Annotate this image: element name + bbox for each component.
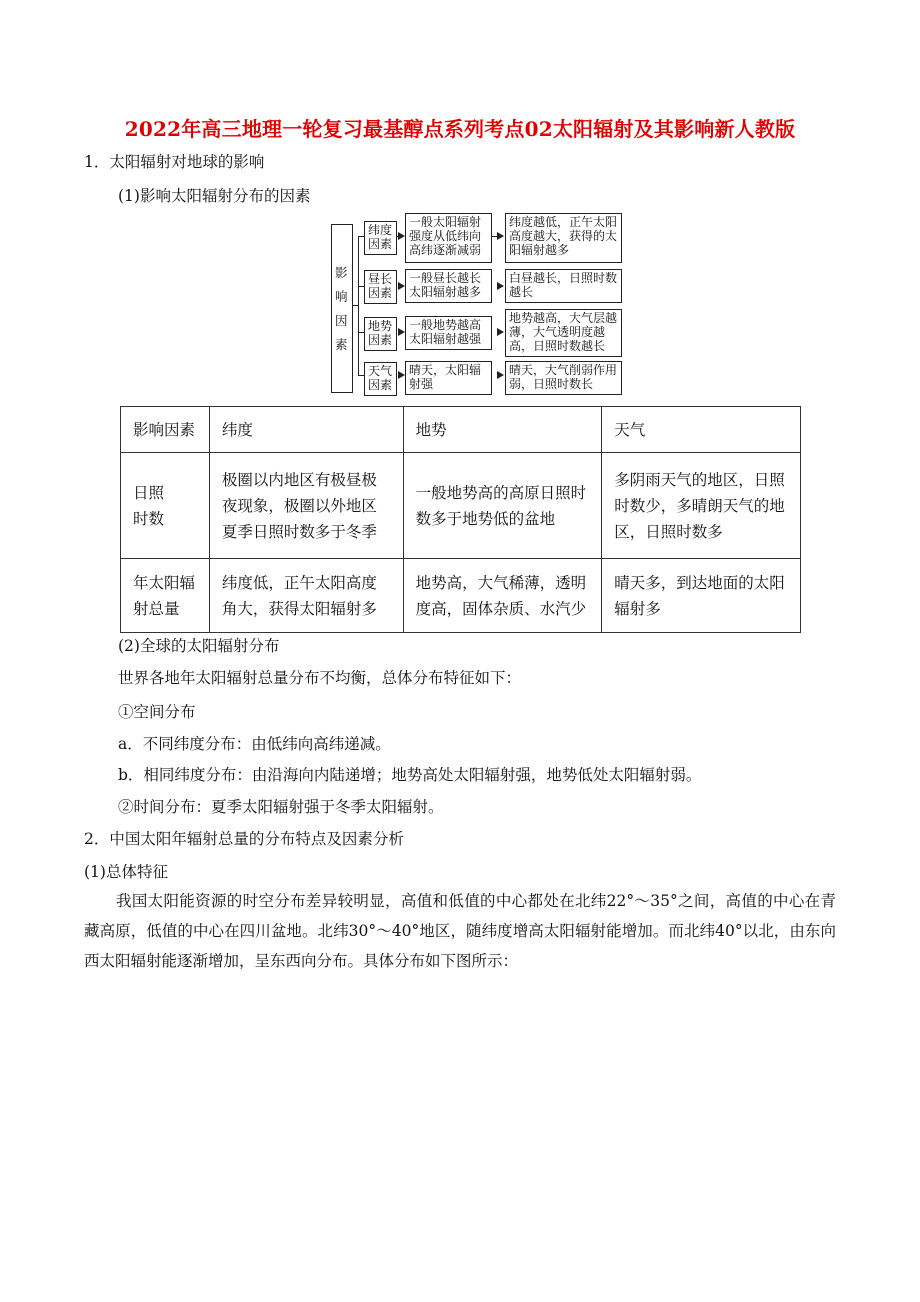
- table-cell: 极圈以内地区有极昼极夜现象，极圈以外地区夏季日照时数多于冬季: [209, 453, 403, 559]
- diagram-connector: [358, 236, 359, 375]
- diagram-cause-3: 一般地势越高太阳辐射越强: [405, 316, 492, 350]
- diagram-effect-1: 纬度越低，正午太阳高度越大，获得的太阳辐射越多: [505, 213, 622, 263]
- section-1-heading: 1．太阳辐射对地球的影响: [84, 153, 265, 171]
- arrow-icon: [398, 371, 405, 379]
- table-cell: 晴天多，到达地面的太阳辐射多: [602, 559, 801, 633]
- page-title: 2022年高三地理一轮复习最基醇点系列考点02太阳辐射及其影响新人教版: [124, 117, 796, 141]
- diagram-effect-4: 晴天，大气削弱作用弱，日照时数长: [505, 361, 622, 395]
- table-row-label: 日照 时数: [121, 453, 210, 559]
- diagram-cause-1: 一般太阳辐射强度从低纬向高纬逐渐减弱: [405, 213, 492, 263]
- diagram-factor-2: 昼长因素: [364, 270, 397, 304]
- paragraph: ②时间分布：夏季太阳辐射强于冬季太阳辐射。: [118, 798, 444, 816]
- table-header-cell: 天气: [602, 407, 801, 453]
- diagram-cause-2: 一般昼长越长太阳辐射越多: [405, 269, 492, 303]
- table-row: [121, 559, 801, 633]
- diagram-root: 影响因素: [331, 224, 353, 393]
- arrow-icon: [497, 282, 504, 290]
- table-header-cell: 影响因素: [121, 407, 210, 453]
- diagram-effect-3: 地势越高，大气层越薄，大气透明度越高，日照时数越长: [505, 309, 622, 357]
- diagram-effect-2: 白昼越长，日照时数越长: [505, 269, 622, 303]
- table-row-label: 年太阳辐射总量: [121, 559, 210, 633]
- table-header-cell: 纬度: [209, 407, 403, 453]
- arrow-icon: [398, 282, 405, 290]
- paragraph: 世界各地年太阳辐射总量分布不均衡，总体分布特征如下：: [118, 669, 522, 687]
- subsection-1-2-heading: (2)全球的太阳辐射分布: [118, 637, 280, 655]
- arrow-icon: [398, 232, 405, 240]
- paragraph: ①空间分布: [118, 703, 196, 721]
- table-cell: 地势高，大气稀薄，透明度高，固体杂质、水汽少: [403, 559, 602, 633]
- table-header-cell: 地势: [403, 407, 602, 453]
- diagram-factor-1: 纬度因素: [364, 221, 397, 255]
- table-row: [121, 453, 801, 559]
- paragraph: a．不同纬度分布：由低纬向高纬递减。: [118, 735, 391, 753]
- table-cell: 一般地势高的高原日照时数多于地势低的盆地: [403, 453, 602, 559]
- paragraph: b．相同纬度分布：由沿海向内陆递增；地势高处太阳辐射强，地势低处太阳辐射弱。: [118, 766, 702, 784]
- diagram-connector: [353, 305, 358, 306]
- arrow-icon: [497, 232, 504, 240]
- subsection-1-1-heading: (1)影响太阳辐射分布的因素: [118, 187, 311, 205]
- table-cell: 多阴雨天气的地区，日照时数少，多晴朗天气的地区，日照时数多: [602, 453, 801, 559]
- table-cell: 纬度低，正午太阳高度角大，获得太阳辐射多: [209, 559, 403, 633]
- section-2-heading: 2．中国太阳年辐射总量的分布特点及因素分析: [84, 830, 404, 848]
- body-paragraph: 我国太阳能资源的时空分布差异较明显，高值和低值的中心都处在北纬22°～35°之间，高值的中心在青藏高原，低值的中心在四川盆地。北纬30°～40°地区，随纬度增高太阳辐射能增加。而北纬40°以北，由东向西太阳辐射能逐渐增加，呈东西向分布。具体分布如下图所示：: [84, 892, 836, 970]
- diagram-factor-4: 天气因素: [364, 362, 397, 396]
- arrow-icon: [497, 328, 504, 336]
- arrow-icon: [398, 328, 405, 336]
- table-header-row: [121, 407, 801, 453]
- diagram-factor-3: 地势因素: [364, 317, 397, 351]
- subsection-2-1-heading: (1)总体特征: [84, 863, 168, 881]
- arrow-icon: [497, 371, 504, 379]
- diagram-cause-4: 晴天，太阳辐射强: [405, 361, 492, 395]
- factor-table: [120, 406, 801, 633]
